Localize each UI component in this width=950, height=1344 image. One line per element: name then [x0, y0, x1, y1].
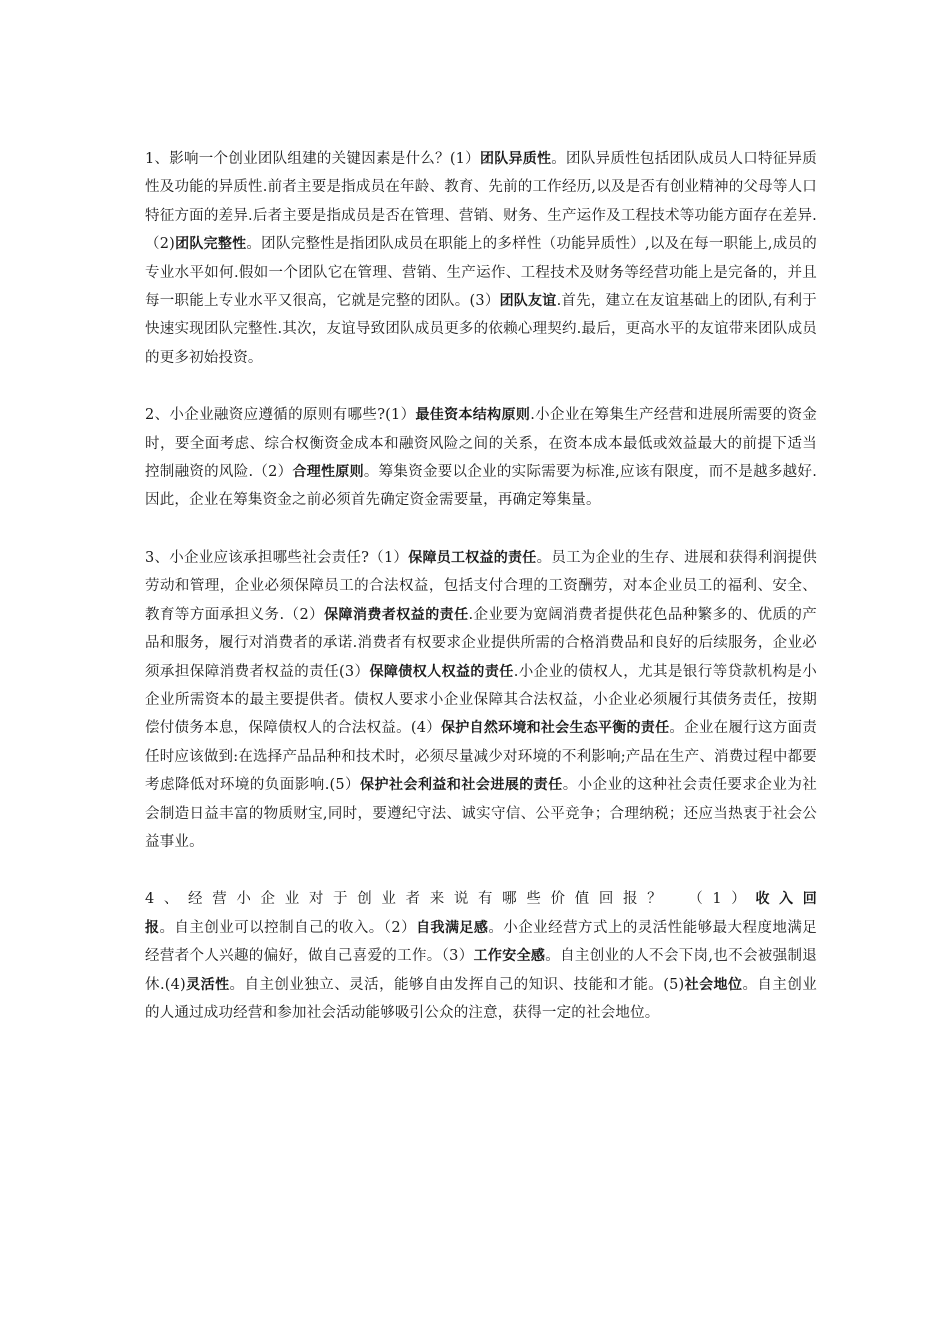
q3-text-6: 。小企业的这种社会责任要求企业为社会制造日益丰富的物质财宝,同时，要遵纪守法、诚实守信、公平竞争；合理纳税；还应当热衷于社会公益事业。 — [145, 777, 817, 850]
q3-key-environment: 保护自然环境和社会生态平衡的责任 — [441, 720, 670, 737]
q4-key-flexibility: 灵活性 — [185, 976, 230, 993]
q2-text-2: .小企业在筹集生产经营和进展所需要的资金时，要全面考虑、综合权衡资金成本和融资风险之间的关系，在资本成本最低或效益最大的前提下适当控制融资的风险.（2） — [145, 407, 817, 481]
q4-text-2: 。自主创业可以控制自己的收入。（2） — [159, 919, 417, 936]
q2-key-capital-structure: 最佳资本结构原则 — [415, 407, 531, 424]
q3-text-4: .小企业的债权人，尤其是银行等贷款机构是小企业所需资本的最主要提供者。债权人要求小企业保障其合法权益，小企业必须履行其债务责任，按期偿付债务本息，保障债权人的合法权益。(4） — [145, 663, 817, 737]
q3-text-3: .企业要为宽阔消费者提供花色品种繁多的、优质的产品和服务，履行对消费者的承诺.消费者有权要求企业提供所需的合格消费品和良好的后续服务，企业必须承担保障消费者权益的责任(3） — [145, 606, 817, 680]
q4-text-3: 。小企业经营方式上的灵活性能够最大程度地满足经营者个人兴趣的偏好，做自己喜爱的工作。（3） — [145, 919, 818, 965]
q4-key-income: 收入回报 — [145, 891, 817, 936]
q3-text-2: 。员工为企业的生存、进展和获得利润提供劳动和管理，企业必须保障员工的合法权益，包括支付合理的工资酬劳，对本企业员工的福利、安全、教育等方面承担义务.（2） — [145, 549, 817, 623]
q1-text-1: 1、影响一个创业团队组建的关键因素是什么？(1） — [145, 151, 480, 167]
q4-key-social-status: 社会地位 — [684, 976, 743, 993]
paragraph-gap — [145, 372, 817, 401]
q2-text-3: 。筹集资金要以企业的实际需要为标准,应该有限度，而不是越多越好.因此，企业在筹集资金之前必须首先确定资金需要量，再确定筹集量。 — [145, 464, 817, 509]
document-page — [145, 145, 817, 1027]
q3-text-5: 。企业在履行这方面责任时应该做到:在选择产品品种和技术时，必须尽量减少对环境的不利影响;产品在生产、消费过程中都要考虑降低对环境的负面影响.(5） — [145, 720, 817, 794]
q3-key-employee-rights: 保障员工权益的责任 — [408, 549, 537, 566]
q3-key-creditor-rights: 保障债权人权益的责任 — [369, 663, 514, 680]
question-2-paragraph — [145, 401, 817, 515]
q2-key-rationality: 合理性原则 — [292, 464, 364, 481]
q1-text-4: .首先，建立在友谊基础上的团队,有利于快速实现团队完整性.其次，友谊导致团队成员更多的依赖心理契约.最后，更高水平的友谊带来团队成员的更多初始投资。 — [145, 293, 817, 366]
q3-text-1: 3、小企业应该承担哪些社会责任?（1） — [145, 549, 409, 566]
q2-text-1: 2、小企业融资应遵循的原则有哪些?(1） — [145, 407, 416, 424]
q3-key-social-interest: 保护社会利益和社会进展的责任 — [360, 777, 563, 794]
q4-text-4: 。自主创业的人不会下岗,也不会被强制退休.(4) — [145, 948, 817, 993]
question-1-paragraph — [145, 145, 817, 372]
q3-key-consumer-rights: 保障消费者权益的责任 — [324, 606, 469, 623]
q1-text-3: 。团队完整性是指团队成员在职能上的多样性（功能异质性）,以及在每一职能上,成员的专业水平如何.假如一个团队它在管理、营销、生产运作、工程技术及财务等经营功能上是完备的，并且每一职能上专业水平又很高，它就是完整的团队。(3） — [145, 236, 818, 310]
question-3-paragraph — [145, 544, 817, 856]
paragraph-gap — [145, 856, 817, 885]
q1-key-team-completeness: 团队完整性 — [175, 236, 247, 253]
q4-text-6: 。自主创业的人通过成功经营和参加社会活动能够吸引公众的注意，获得一定的社会地位。 — [145, 976, 817, 1021]
q4-key-job-security: 工作安全感 — [473, 948, 546, 965]
q4-key-self-satisfaction: 自我满足感 — [416, 919, 489, 936]
q1-key-team-heterogeneity: 团队异质性 — [479, 151, 552, 167]
question-4-paragraph — [145, 885, 817, 1027]
paragraph-gap — [145, 515, 817, 544]
q1-text-2: 。团队异质性包括团队成员人口特征异质性及功能的异质性.前者主要是指成员在年龄、教育、先前的工作经历,以及是否有创业精神的父母等人口特征方面的差异.后者主要是指成员是否在管理、营销、财务、生产运作及工程技术等功能方面存在差异.（2) — [145, 151, 818, 253]
q1-key-team-friendship: 团队友谊 — [499, 293, 557, 310]
q4-text-1: 4、经营小企业对于创业者来说有哪些价值回报？ （1） — [145, 891, 756, 908]
q4-text-5: 。自主创业独立、灵活，能够自由发挥自己的知识、技能和才能。(5) — [229, 976, 685, 993]
